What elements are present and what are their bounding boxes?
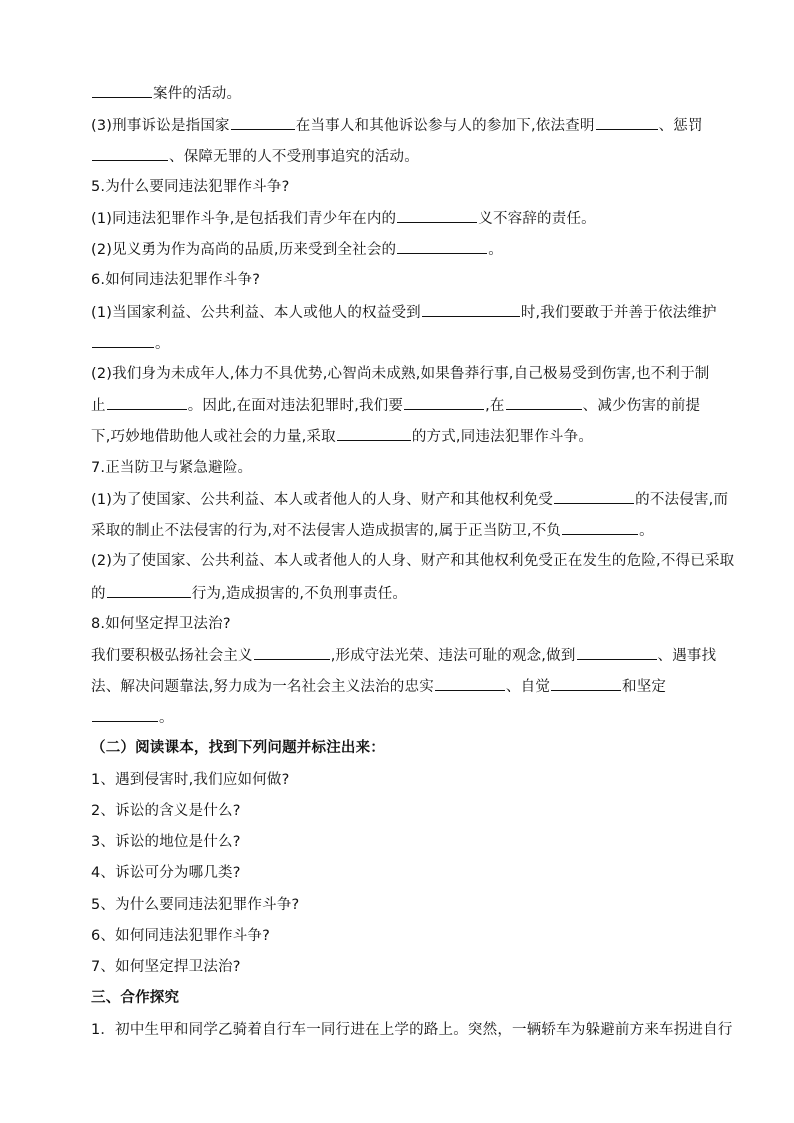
list-item	[91, 957, 705, 977]
line-text: 1．初中生甲和同学乙骑着自行车一同行进在上学的路上。突然，一辆轿车为躲避前方来车拐进自行	[91, 1022, 733, 1038]
question-heading	[91, 614, 705, 634]
fill-blank[interactable]	[254, 645, 330, 660]
fill-blank[interactable]	[562, 520, 638, 535]
text-line	[91, 583, 705, 604]
line-text: 三、合作探究	[91, 990, 180, 1006]
text-line	[91, 707, 705, 728]
line-text: 6.如何同违法犯罪作斗争?	[91, 272, 261, 288]
fill-blank[interactable]	[92, 707, 158, 722]
text-line	[91, 426, 705, 447]
line-text: 。	[639, 523, 654, 539]
line-text: 在当事人和其他诉讼参与人的参加下,依法查明	[295, 118, 595, 134]
line-text: 。	[155, 336, 170, 352]
line-text: 7.正当防卫与紧急避险。	[91, 460, 253, 476]
line-text: (1)为了使国家、公共利益、本人或者他人的人身、财产和其他权利免受	[91, 492, 554, 508]
fill-blank[interactable]	[577, 645, 657, 660]
line-text: 。因此,在面对违法犯罪时,我们要	[187, 398, 404, 414]
list-item	[91, 832, 705, 852]
fill-blank[interactable]	[92, 333, 154, 348]
line-text: (2)我们身为未成年人,体力不具优势,心智尚未成熟,如果鲁莽行事,自己极易受到伤害,也不利于制	[91, 366, 710, 382]
text-line	[91, 395, 705, 416]
text-line	[91, 551, 735, 571]
text-line	[91, 333, 705, 354]
line-text: 。	[488, 242, 503, 258]
list-item	[91, 863, 705, 883]
text-line	[91, 1020, 733, 1040]
line-text: 4、诉讼可分为哪几类?	[91, 865, 241, 881]
fill-blank[interactable]	[231, 115, 295, 130]
fill-blank[interactable]	[107, 395, 187, 410]
list-item	[91, 801, 705, 821]
fill-blank[interactable]	[554, 489, 634, 504]
line-text: 6、如何同违法犯罪作斗争?	[91, 928, 271, 944]
line-text: 2、诉讼的含义是什么?	[91, 803, 241, 819]
fill-blank[interactable]	[404, 395, 484, 410]
fill-blank[interactable]	[506, 395, 582, 410]
section-heading	[91, 988, 705, 1008]
fill-blank[interactable]	[435, 676, 505, 691]
line-text: 、减少伤害的前提	[582, 398, 701, 414]
line-text: （二）阅读课本，找到下列问题并标注出来：	[91, 740, 385, 756]
line-text: 的不法侵害,而	[635, 492, 729, 508]
text-line	[91, 489, 729, 510]
question-heading	[91, 270, 705, 290]
text-line	[91, 364, 710, 384]
fill-blank[interactable]	[107, 583, 191, 598]
line-text: 5.为什么要同违法犯罪作斗争?	[91, 179, 290, 195]
text-line	[91, 83, 705, 104]
line-text: (3)刑事诉讼是指国家	[91, 118, 230, 134]
line-text: 和坚定	[622, 679, 667, 695]
fill-blank[interactable]	[337, 426, 411, 441]
line-text: 案件的活动。	[153, 86, 242, 102]
line-text: 5、为什么要同违法犯罪作斗争?	[91, 897, 300, 913]
line-text: 。	[159, 710, 174, 726]
line-text: 时,我们要敢于并善于依法维护	[520, 305, 717, 321]
line-text: 我们要积极弘扬社会主义	[91, 648, 253, 664]
line-text: 、惩罚	[658, 118, 703, 134]
text-line	[91, 115, 705, 136]
text-line	[91, 302, 717, 323]
line-text: 7、如何坚定捍卫法治?	[91, 959, 241, 975]
line-text: ,形成守法光荣、违法可耻的观念,做到	[330, 648, 576, 664]
text-line	[91, 645, 717, 666]
text-line	[91, 520, 705, 541]
fill-blank[interactable]	[551, 676, 621, 691]
line-text: 、遇事找	[657, 648, 717, 664]
line-text: 1、遇到侵害时,我们应如何做?	[91, 772, 290, 788]
fill-blank[interactable]	[422, 302, 520, 317]
line-text: 止	[91, 398, 106, 414]
section-heading	[91, 738, 705, 758]
question-heading	[91, 177, 705, 197]
list-item	[91, 770, 705, 790]
fill-blank[interactable]	[397, 239, 487, 254]
line-text: (2)为了使国家、公共利益、本人或者他人的人身、财产和其他权利免受正在发生的危险,不得已采取	[91, 553, 735, 569]
fill-blank[interactable]	[596, 115, 658, 130]
line-text: 采取的制止不法侵害的行为,对不法侵害人造成损害的,属于正当防卫,不负	[91, 523, 562, 539]
line-text: 的	[91, 586, 106, 602]
line-text: (1)当国家利益、公共利益、本人或他人的权益受到	[91, 305, 421, 321]
fill-blank[interactable]	[92, 83, 152, 98]
list-item	[91, 926, 705, 946]
text-line	[91, 239, 705, 260]
line-text: ,在	[485, 398, 505, 414]
list-item	[91, 895, 705, 915]
fill-blank[interactable]	[397, 208, 477, 223]
line-text: 法、解决问题靠法,努力成为一名社会主义法治的忠实	[91, 679, 434, 695]
question-heading	[91, 458, 705, 478]
line-text: 、自觉	[505, 679, 551, 695]
text-line	[91, 676, 705, 697]
line-text: 行为,造成损害的,不负刑事责任。	[191, 586, 408, 602]
line-text: 8.如何坚定捍卫法治?	[91, 616, 231, 632]
text-line	[91, 146, 705, 167]
text-line	[91, 208, 705, 229]
line-text: 的方式,同违法犯罪作斗争。	[411, 429, 594, 445]
fill-blank[interactable]	[92, 146, 168, 161]
line-text: 、保障无罪的人不受刑事追究的活动。	[169, 149, 419, 165]
line-text: 3、诉讼的地位是什么?	[91, 834, 241, 850]
line-text: 下,巧妙地借助他人或社会的力量,采取	[91, 429, 336, 445]
line-text: (2)见义勇为作为高尚的品质,历来受到全社会的	[91, 242, 397, 258]
line-text: 义不容辞的责任。	[478, 211, 596, 227]
line-text: (1)同违法犯罪作斗争,是包括我们青少年在内的	[91, 211, 397, 227]
